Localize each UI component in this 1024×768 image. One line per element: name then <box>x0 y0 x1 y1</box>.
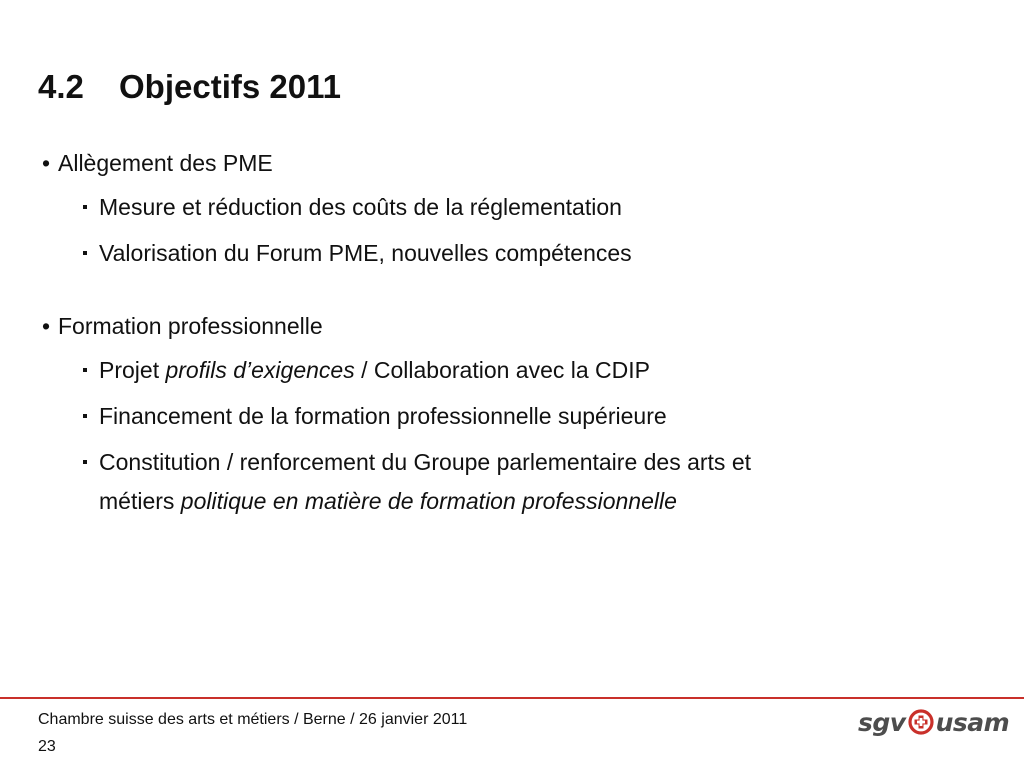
logo-right-text: usam <box>935 707 1010 737</box>
square-bullet-icon <box>83 414 87 418</box>
subbullet-financement <box>99 403 940 430</box>
bullet-dot: • <box>42 313 51 339</box>
subbullet-line2-prefix: métiers <box>99 488 175 514</box>
subbullet-text: Mesure et réduction des coûts de la réglementation <box>99 194 622 220</box>
subbullet-text: Valorisation du Forum PME, nouvelles compétences <box>99 240 632 266</box>
title-text: Objectifs 2011 <box>119 68 341 105</box>
bullet-allegement <box>40 150 940 177</box>
subbullet-line2 <box>99 488 940 515</box>
section-number: 4.2 <box>38 68 84 105</box>
subbullet-line2-italic: politique en matière de formation professionnelle <box>180 488 677 514</box>
logo-left-text: sgv <box>858 707 906 737</box>
bullet-label: Formation professionnelle <box>58 313 323 339</box>
square-bullet-icon <box>83 460 87 464</box>
subbullet-mesure <box>99 194 940 221</box>
swiss-cross-logo-icon <box>908 709 934 735</box>
bullet-dot: • <box>42 150 51 176</box>
subbullet-constitution <box>99 449 940 515</box>
subbullet-prefix: Projet <box>99 357 160 383</box>
bullet-label: Allègement des PME <box>58 150 273 176</box>
subbullet-projet <box>99 357 940 384</box>
bullet-formation <box>40 313 940 340</box>
subbullet-suffix: / Collaboration avec la CDIP <box>361 357 651 383</box>
square-bullet-icon <box>83 368 87 372</box>
square-bullet-icon <box>83 251 87 255</box>
square-bullet-icon <box>83 205 87 209</box>
sgv-usam-logo <box>858 706 1009 738</box>
subbullet-italic: profils d’exigences <box>165 357 355 383</box>
slide-title <box>38 70 341 103</box>
subbullet-line1: Constitution / renforcement du Groupe parlementaire des arts et <box>99 449 752 475</box>
page-number: 23 <box>38 738 56 755</box>
subbullet-text: Financement de la formation professionnelle supérieure <box>99 403 667 429</box>
footer-divider <box>0 697 1024 699</box>
footer-text: Chambre suisse des arts et métiers / Berne / 26 janvier 2011 <box>38 711 468 728</box>
subbullet-forum <box>99 240 940 267</box>
bullet-list <box>40 150 940 515</box>
